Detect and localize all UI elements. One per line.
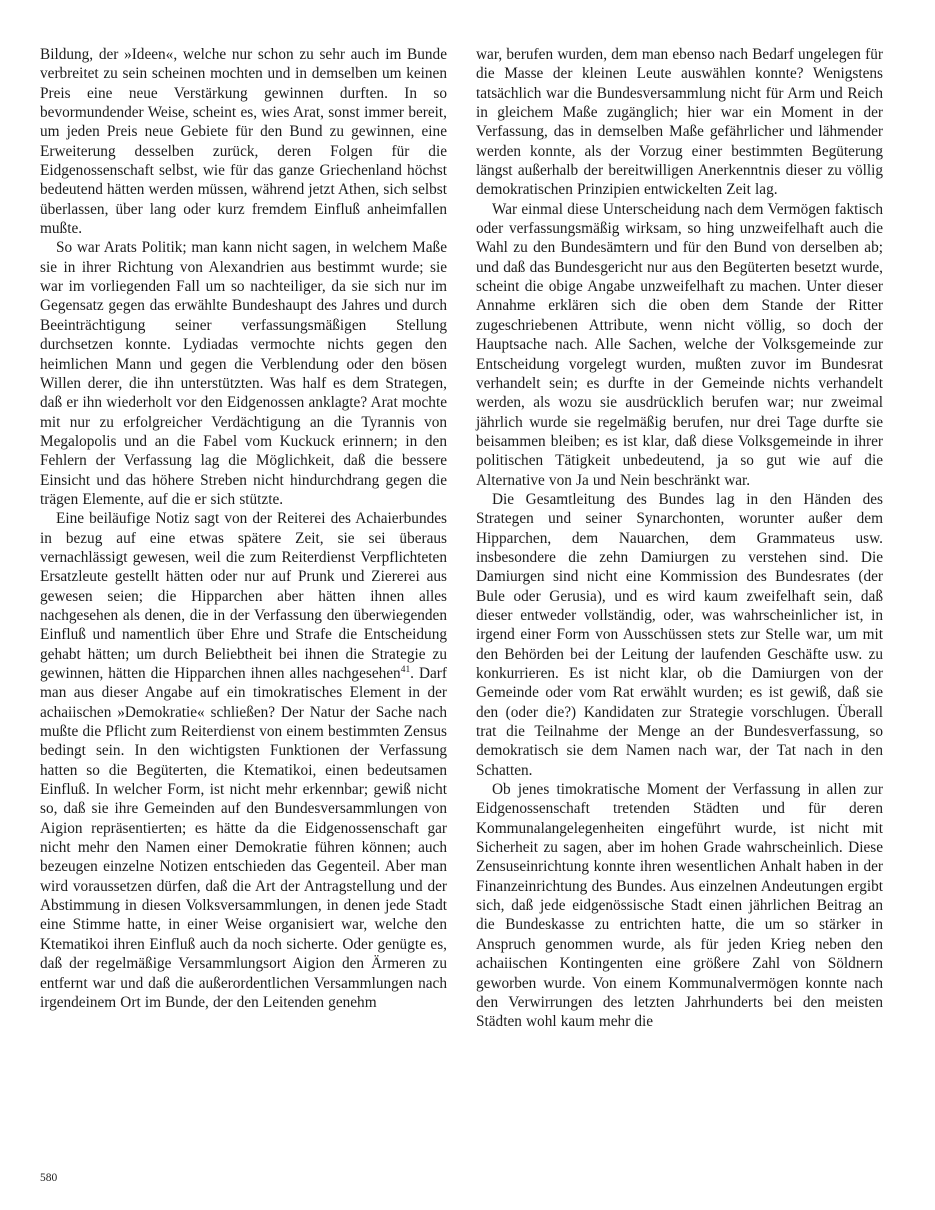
paragraph-with-footnote	[40, 509, 447, 1012]
paragraph: Die Gesamtleitung des Bundes lag in den Händen des Strategen und seiner Synarchonten, worunter außer dem Hipparchen, dem Nauarchen, dem Grammateus usw. insbesondere die zehn Damiurgen zu verstehen sind. Die Damiurgen sind nicht eine Kommission des Bundesrates (der Bule oder Gerusia), und es wird kaum zweifelhaft sein, daß dieser entweder vollständig, oder, was wahrscheinlicher ist, in irgend einer Form von Ausschüssen stets zur Stelle war, um mit den Behörden bei der Leitung der laufenden Geschäfte usw. zu konkurrieren. Es ist nicht klar, ob die Damiurgen von der Gemeinde oder vom Rat erwählt wurden; es ist gewiß, daß sie den (oder die?) Kandidaten zur Strategie vorschlugen. Überall trat die Teilnahme der Menge an der Bundesverfassung, so demokratisch sie dem Namen nach war, der Tat nach in den Schatten.	[476, 490, 883, 779]
page-number: 580	[40, 1172, 58, 1184]
paragraph-text-before-note: Eine beiläufige Notiz sagt von der Reiterei des Achaierbundes in bezug auf eine etwas spätere Zeit, sie sei überaus vernachlässigt gewesen, weil die zum Reiterdienst Verpflichteten Ersatzleute gestellt hätten oder nur auf Prunk und Ziererei aus gewesen seien; die Hipparchen aber hätten ihnen alles nachgesehen als denen, die in der Verfassung den überwiegenden Einfluß und namentlich über Ehre und Strafe die Entscheidung gehabt hätten; um durch Beliebtheit bei ihnen die Strategie zu gewinnen, hätten die Hipparchen ihnen alles nachgesehen	[40, 510, 447, 682]
paragraph-text-after-note: . Darf man aus dieser Angabe auf ein timokratisches Element in der achaiischen »Demokratie« schließen? Der Natur der Sache nach mußte die Pflicht zum Reiterdienst von einem bestimmten Zensus bedingt sein. In den wichtigsten Funktionen der Verfassung hatten so die Begüterten, die Ktematikoi, einen bedeutsamen Einfluß. In welcher Form, ist nicht mehr erkennbar; gewiß nicht so, daß sie ihre Gemeinden auf den Bundesversammlungen von Aigion repräsentierten; es hätte da die Eidgenossenschaft gar nicht mehr den Namen einer Demokratie führen können; auch bezeugen einzelne Notizen entschieden das Gegenteil. Aber man wird voraussetzen dürfen, daß die Art der Antragstellung und der Abstimmung in diesen Volksversammlungen, in denen jede Stadt eine Stimme hatte, in einer Weise organisiert war, welche den Ktematikoi ihren Einfluß auch da noch sicherte. Oder genügte es, daß der regelmäßige Versammlungsort Aigion den Ärmeren zu entfernt war und daß die außerordentlichen Versammlungen nach irgendeinem Ort im Bunde, der den Leitenden genehm	[40, 665, 447, 1011]
footnote-reference: 41	[400, 664, 411, 675]
paragraph: War einmal diese Unterscheidung nach dem Vermögen faktisch oder verfassungsmäßig wirksam, so hing unzweifelhaft auch die Wahl zu den Bundesämtern und für den Bund von derselben ab; und daß das Bundesgericht nur aus den Begüterten besetzt wurde, scheint die obige Angabe unzweifelhaft zu machen. Unter dieser Annahme erklären sich die oben dem Stande der Ritter zugeschriebenen Attribute, wenn nicht völlig, so doch der Hauptsache nach. Alle Sachen, welche der Volksgemeinde zur Entscheidung vorgelegt wurden, mußten zuvor im Bundesrat verhandelt sein; es durfte in der Gemeinde nichts verhandelt werden, als wozu sie ausdrücklich berufen war; nur zweimal jährlich wurde sie regelmäßig berufen, nur drei Tage durfte sie beisammen bleiben; es ist klar, daß diese Volksgemeinde in ihrer politischen Tätigkeit unbedeutend, ja so gut wie auf die Alternative von Ja und Nein beschränkt war.	[476, 200, 883, 489]
paragraph-continuation: Bildung, der »Ideen«, welche nur schon zu sehr auch im Bunde verbreitet zu sein scheinen mochten und in demselben um keinen Preis eine neue Verstärkung gewinnen durften. In so bevormundender Weise, scheint es, wies Arat, sonst immer bereit, um jeden Preis neue Gebiete für den Bund zu gewinnen, eine Erweiterung desselben zurück, deren Folgen für die Eidgenossenschaft selbst, wie für das ganze Griechenland höchst bedeutend hätten werden müssen, während jetzt Athen, sich selbst überlassen, über lang oder kurz fremdem Einfluß anheimfallen mußte.	[40, 46, 447, 238]
paragraph-continuation: war, berufen wurden, dem man ebenso nach Bedarf ungelegen für die Masse der kleinen Leute auswählen konnte? Wenigstens tatsächlich war die Bundesversammlung nicht für Arm und Reich in gleichem Maße zugänglich; hier war ein Moment in der Verfassung, das in demselben Maße gefährlicher und lähmender werden konnte, als der Vorzug einer bestimmten Begüterung längst außerhalb der bereitwilligen Anerkenntnis dieser zu völlig demokratischen Prinzipien entwickelten Zeit lag.	[476, 46, 883, 199]
right-column	[476, 45, 883, 1032]
left-column	[40, 45, 447, 1032]
text-columns	[40, 45, 883, 1032]
paragraph: Ob jenes timokratische Moment der Verfassung in allen zur Eidgenossenschaft tretenden Städten und für deren Kommunalangelegenheiten eingeführt wurde, ist nicht mit Sicherheit zu sagen, aber im hohen Grade wahrscheinlich. Diese Zensuseinrichtung konnte ihren wesentlichen Anhalt haben in der Finanzeinrichtung des Bundes. Aus einzelnen Andeutungen ergibt sich, daß jede eidgenössische Stadt einen jährlichen Beitrag an die Bundeskasse zu entrichten hatte, die um so stärker in Anspruch genommen wurde, als für jeden Krieg neben den achaiischen Kontingenten eine größere Zahl von Söldnern geworben wurde. Von einem Kommunalvermögen konnte nach den Verwirrungen des letzten Jahrhunderts bei den meisten Städten wohl kaum mehr die	[476, 781, 883, 1031]
paragraph: So war Arats Politik; man kann nicht sagen, in welchem Maße sie in ihrer Richtung von Alexandrien aus bestimmt wurde; sie war im vorliegenden Fall um so nachteiliger, da sie sich nur im Gegensatz gegen das erwählte Bundeshaupt des Jahres und durch Beeinträchtigung seiner verfassungsmäßigen Stellung durchsetzen konnte. Lydiadas vermochte nichts gegen den heimlichen Mann und gegen die Verblendung oder den bösen Willen derer, die ihn unterstützten. Was half es dem Strategen, daß er ihn wiederholt vor den Eidgenossen anklagte? Arat mochte mit nur zu erfolgreicher Verdächtigung an die Tyrannis von Megalopolis und an die Fabel vom Kuckuck erinnern; in den Fehlern der Verfassung lag die Möglichkeit, daß die bessere Einsicht und das höhere Streben nicht hindurchdrang gegen die trägen Elemente, auf die er sich stützte.	[40, 239, 447, 508]
